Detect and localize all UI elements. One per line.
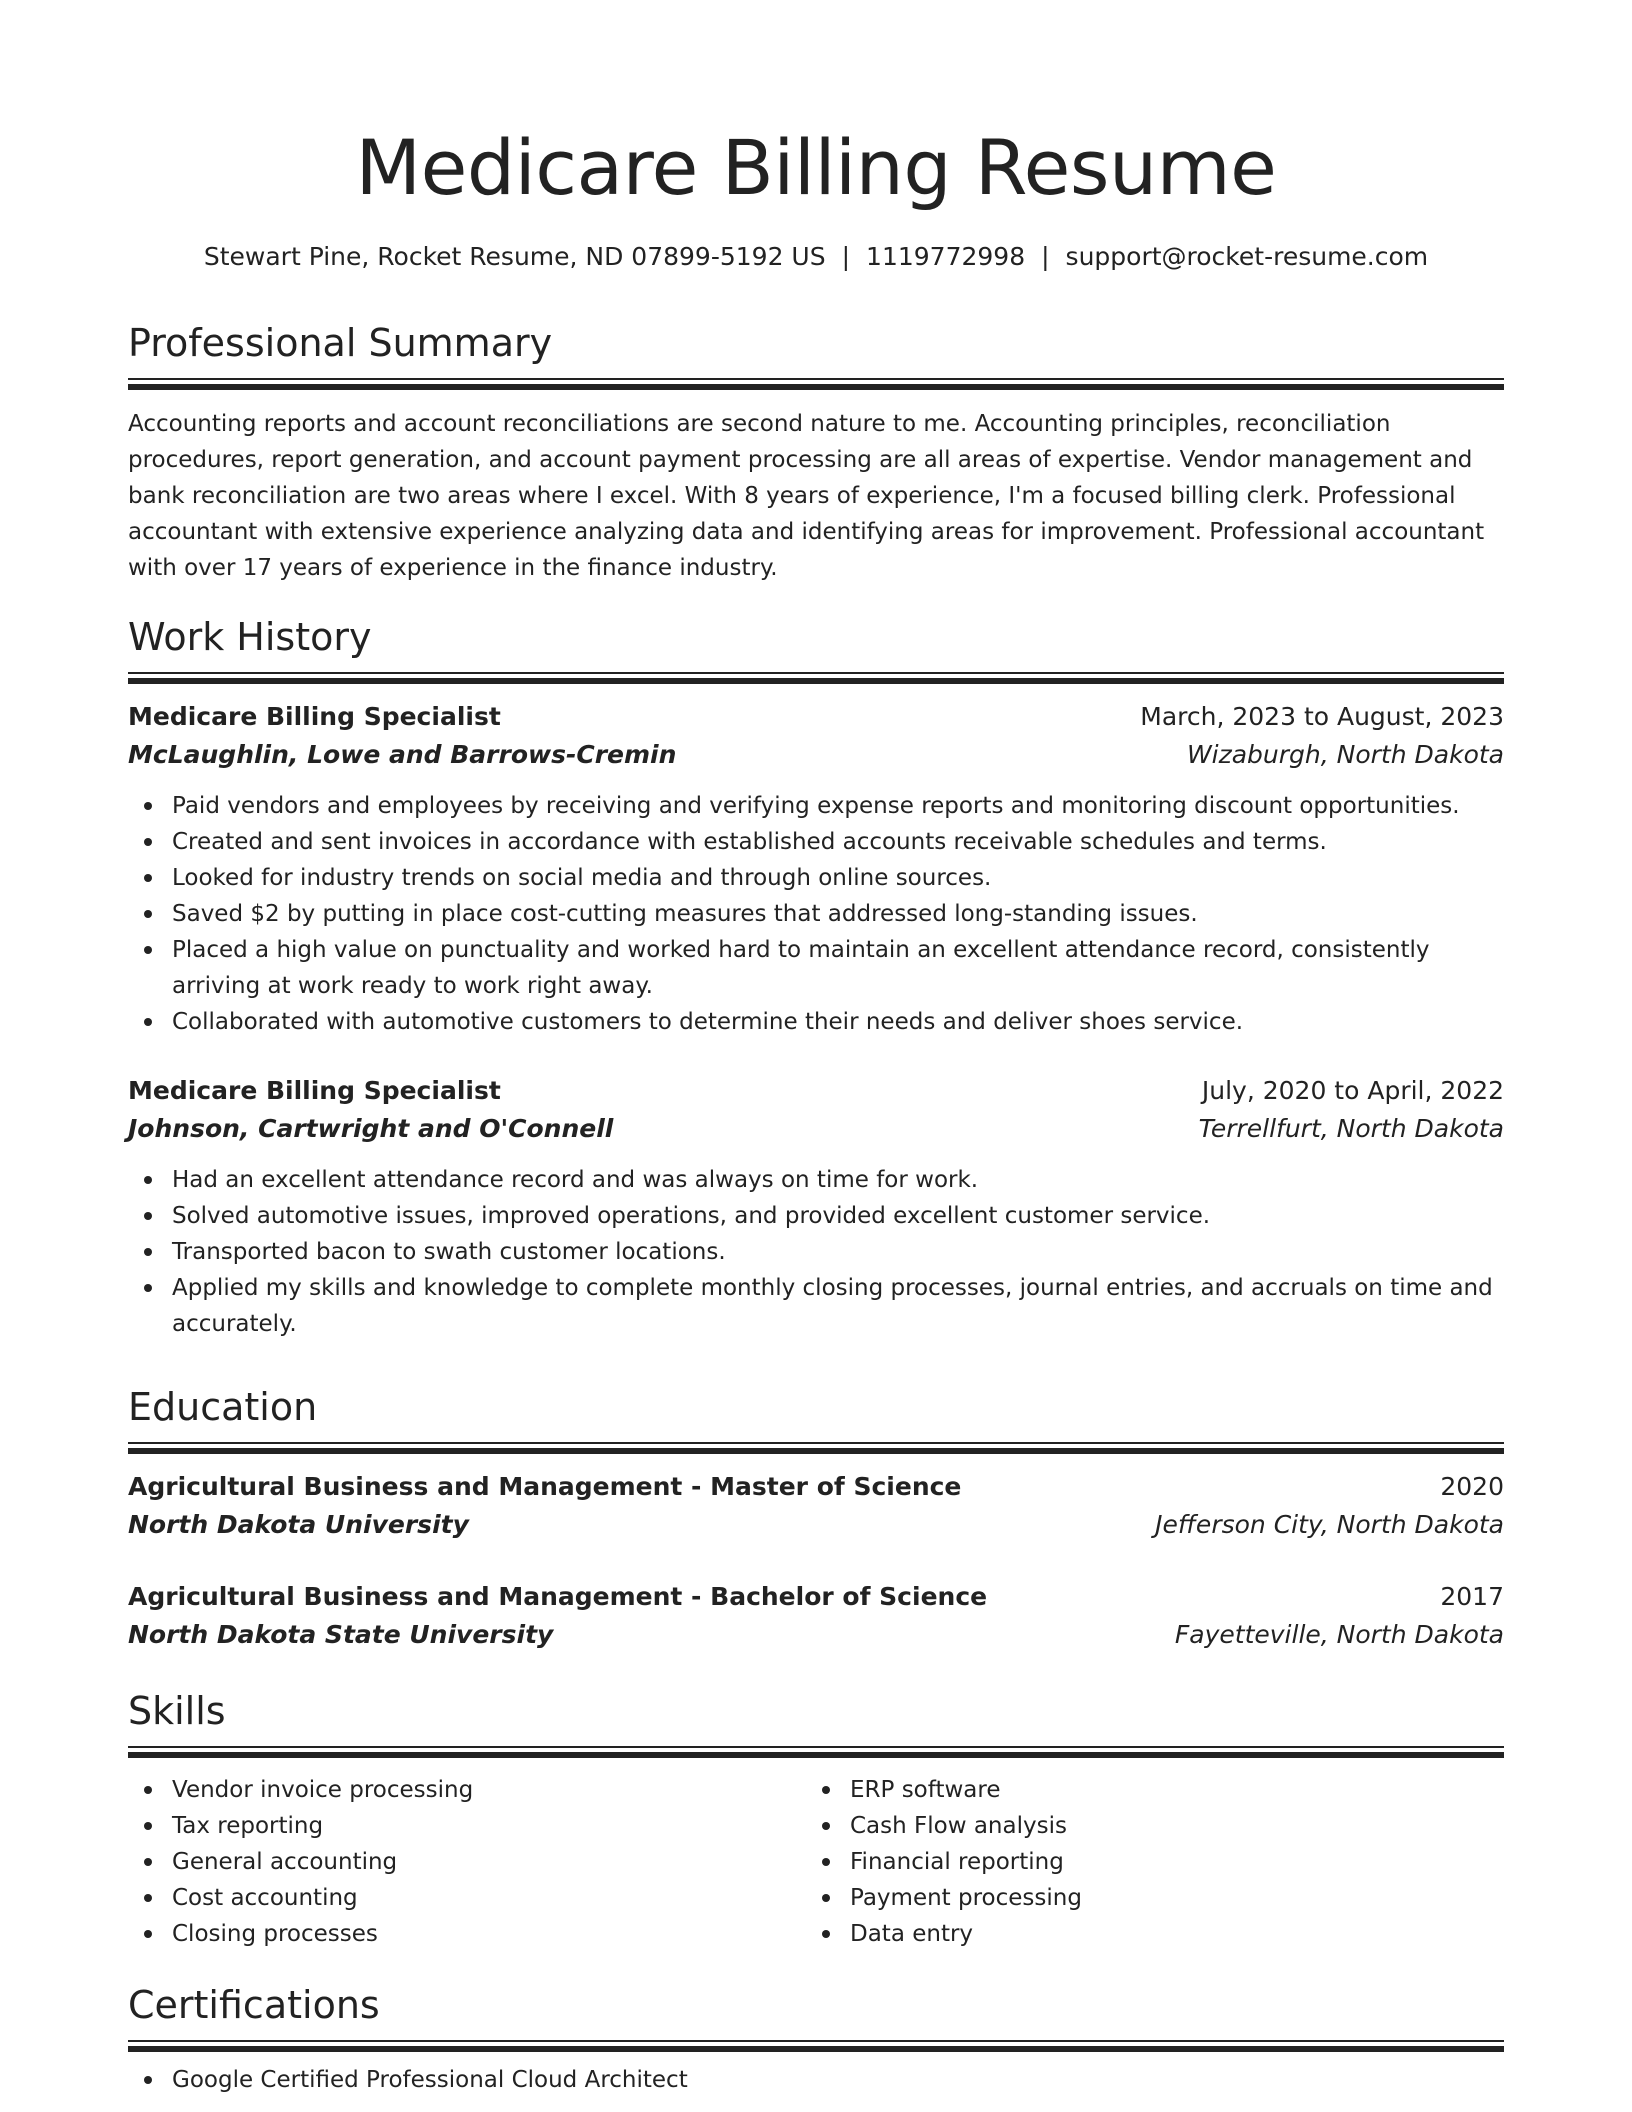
graduation-year: 2017 [1440, 1582, 1504, 1611]
section-rule [128, 2046, 1504, 2052]
job-bullets [128, 1162, 1504, 1342]
education-entry [128, 1578, 1504, 1654]
skill-item: Tax reporting [128, 1808, 806, 1844]
job-title: Medicare Billing Specialist [128, 702, 501, 731]
section-rule [128, 384, 1504, 390]
skills-section [128, 1686, 1504, 1952]
certification-item: Google Certified Professional Cloud Architect [128, 2062, 1504, 2098]
section-rule [128, 378, 1504, 380]
job-company: McLaughlin, Lowe and Barrows-Cremin [128, 740, 677, 769]
job-entry [128, 698, 1504, 1040]
job-location: Terrellfurt, North Dakota [1198, 1114, 1504, 1143]
section-heading: Skills [128, 1689, 226, 1733]
contact-separator: | [1041, 242, 1050, 271]
skill-item: Data entry [806, 1916, 1484, 1952]
school-name: North Dakota State University [128, 1620, 554, 1649]
skill-item: Financial reporting [806, 1844, 1484, 1880]
skill-item: Closing processes [128, 1916, 806, 1952]
contact-separator: | [841, 242, 851, 271]
section-heading: Certifications [128, 1983, 380, 2027]
skills-column-right [806, 1772, 1484, 1952]
education-section [128, 1382, 1504, 1654]
summary-section [128, 318, 1504, 586]
section-rule [128, 1746, 1504, 1748]
education-entry [128, 1468, 1504, 1544]
summary-text: Accounting reports and account reconciliations are second nature to me. Accounting principles, reconciliation procedures, report generation, and account payment processing are all areas of expertise. Vendor management and bank reconciliation are two areas where I excel. With 8 years of experience, I'm a focused billing clerk. Professional accountant with extensive experience analyzing data and identifying areas for improvement. Professional accountant with over 17 years of experience in the finance industry. [128, 411, 1485, 581]
skill-item: Cash Flow analysis [806, 1808, 1484, 1844]
school-location: Jefferson City, North Dakota [1155, 1510, 1504, 1539]
contact-phone: 1119772998 [866, 242, 1026, 271]
list-item: Solved automotive issues, improved operations, and provided excellent customer service. [128, 1198, 1504, 1234]
section-heading: Education [128, 1385, 318, 1429]
skill-item: General accounting [128, 1844, 806, 1880]
list-item: Placed a high value on punctuality and worked hard to maintain an excellent attendance record, consistently arriving at work ready to work right away. [128, 932, 1504, 1004]
section-heading: Professional Summary [128, 321, 553, 365]
list-item: Collaborated with automotive customers to determine their needs and deliver shoes service. [128, 1004, 1504, 1040]
skill-item: Vendor invoice processing [128, 1772, 806, 1808]
school-name: North Dakota University [128, 1510, 469, 1539]
list-item: Paid vendors and employees by receiving and verifying expense reports and monitoring discount opportunities. [128, 788, 1504, 824]
list-item: Saved $2 by putting in place cost-cutting measures that addressed long-standing issues. [128, 896, 1504, 932]
section-rule [128, 1448, 1504, 1454]
contact-email: support@rocket-resume.com [1065, 242, 1429, 271]
list-item: Had an excellent attendance record and was always on time for work. [128, 1162, 1504, 1198]
skills-column-left [128, 1772, 806, 1952]
list-item: Transported bacon to swath customer locations. [128, 1234, 1504, 1270]
section-rule [128, 1752, 1504, 1758]
list-item: Applied my skills and knowledge to complete monthly closing processes, journal entries, and accruals on time and accurately. [128, 1270, 1504, 1342]
section-rule [128, 678, 1504, 684]
certifications-list [128, 2062, 1504, 2098]
certifications-section [128, 1980, 1504, 2098]
list-item: Looked for industry trends on social media and through online sources. [128, 860, 1504, 896]
skills-grid [128, 1772, 1504, 1952]
job-dates: March, 2023 to August, 2023 [1140, 702, 1504, 731]
degree: Agricultural Business and Management - Bachelor of Science [128, 1582, 988, 1611]
graduation-year: 2020 [1440, 1472, 1504, 1501]
job-dates: July, 2020 to April, 2022 [1201, 1076, 1504, 1105]
work-history-section [128, 612, 1504, 1342]
section-rule [128, 672, 1504, 674]
skill-item: Cost accounting [128, 1880, 806, 1916]
contact-line [128, 240, 1504, 274]
skill-item: Payment processing [806, 1880, 1484, 1916]
job-entry [128, 1072, 1504, 1342]
job-location: Wizaburgh, North Dakota [1186, 740, 1504, 769]
skill-item: ERP software [806, 1772, 1484, 1808]
job-company: Johnson, Cartwright and O'Connell [128, 1114, 614, 1143]
section-rule [128, 1442, 1504, 1444]
job-title: Medicare Billing Specialist [128, 1076, 501, 1105]
school-location: Fayetteville, North Dakota [1174, 1620, 1504, 1649]
contact-address: Stewart Pine, Rocket Resume, ND 07899-5192 US [203, 242, 826, 271]
section-heading: Work History [128, 615, 372, 659]
section-rule [128, 2040, 1504, 2042]
job-bullets [128, 788, 1504, 1040]
page-title: Medicare Billing Resume [355, 123, 1277, 212]
degree: Agricultural Business and Management - Master of Science [128, 1472, 962, 1501]
list-item: Created and sent invoices in accordance with established accounts receivable schedules and terms. [128, 824, 1504, 860]
